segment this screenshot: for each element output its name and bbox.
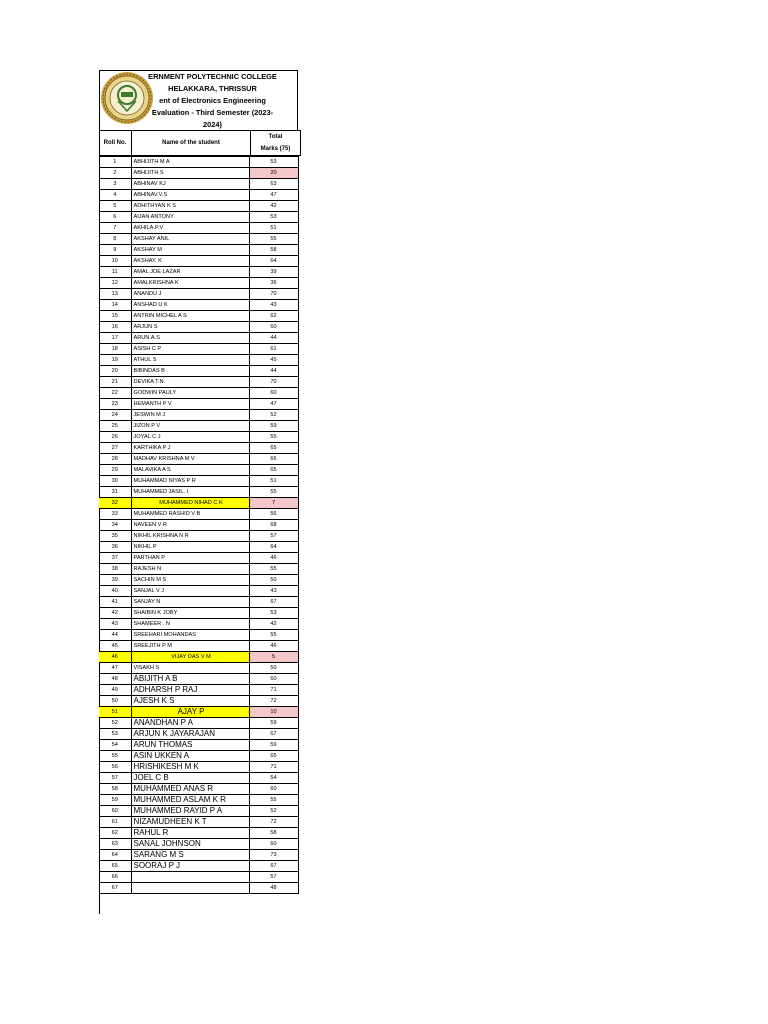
name-cell: AKHILA.P.V — [131, 223, 249, 234]
header-line-5: 2024) — [203, 120, 222, 129]
roll-cell: 63 — [99, 839, 131, 850]
marks-cell: 55 — [249, 795, 298, 806]
table-row — [99, 245, 298, 256]
roll-cell: 13 — [99, 289, 131, 300]
table-row — [99, 597, 298, 608]
name-cell: AIJAN ANTONY — [131, 212, 249, 223]
name-cell: ASIN UKKEN A — [131, 751, 249, 762]
marks-table — [99, 156, 299, 894]
roll-cell: 10 — [99, 256, 131, 267]
marks-cell: 66 — [249, 454, 298, 465]
marks-cell: 46 — [249, 553, 298, 564]
table-row — [99, 179, 298, 190]
roll-cell: 27 — [99, 443, 131, 454]
table-row — [99, 773, 298, 784]
marks-cell: 59 — [249, 421, 298, 432]
table-row — [99, 740, 298, 751]
roll-cell: 3 — [99, 179, 131, 190]
table-row — [99, 751, 298, 762]
roll-cell: 6 — [99, 212, 131, 223]
name-cell: MUHAMMED JASIL. I — [131, 487, 249, 498]
marks-cell: 55 — [249, 564, 298, 575]
marks-cell: 50 — [249, 663, 298, 674]
sheet-header — [99, 70, 298, 130]
table-row — [99, 784, 298, 795]
table-row — [99, 201, 298, 212]
marks-cell: 60 — [249, 322, 298, 333]
name-cell: ARJUN K JAYARAJAN — [131, 729, 249, 740]
name-cell: VISAKH S — [131, 663, 249, 674]
table-row — [99, 564, 298, 575]
name-cell: MUHAMMAD NIYAS P R — [131, 476, 249, 487]
name-cell — [131, 883, 249, 894]
marks-cell: 70 — [249, 377, 298, 388]
roll-cell: 42 — [99, 608, 131, 619]
roll-cell: 22 — [99, 388, 131, 399]
name-cell: ANTRIN MICHEL A S — [131, 311, 249, 322]
marks-cell: 54 — [249, 773, 298, 784]
name-cell: SHAMEER . N — [131, 619, 249, 630]
table-row — [99, 586, 298, 597]
name-cell: ANSHAD U K — [131, 300, 249, 311]
marks-cell: 58 — [249, 245, 298, 256]
roll-cell: 37 — [99, 553, 131, 564]
name-cell: SACHIN M S — [131, 575, 249, 586]
marksheet — [99, 70, 298, 894]
marks-cell: 62 — [249, 311, 298, 322]
marks-cell: 67 — [249, 597, 298, 608]
marks-cell: 57 — [249, 531, 298, 542]
roll-cell: 25 — [99, 421, 131, 432]
marks-cell: 52 — [249, 410, 298, 421]
marks-cell: 36 — [249, 278, 298, 289]
roll-cell: 39 — [99, 575, 131, 586]
roll-cell: 67 — [99, 883, 131, 894]
marks-cell: 42 — [249, 619, 298, 630]
roll-cell: 1 — [99, 157, 131, 168]
name-cell: SOORAJ P J — [131, 861, 249, 872]
header-line-3: ent of Electronics Engineering — [159, 96, 266, 105]
roll-cell: 56 — [99, 762, 131, 773]
roll-cell: 64 — [99, 850, 131, 861]
marks-cell: 60 — [249, 674, 298, 685]
marks-cell: 67 — [249, 861, 298, 872]
table-row — [99, 333, 298, 344]
name-cell: AMALKRISHNA K — [131, 278, 249, 289]
name-cell: NIKHIL KRISHNA N R — [131, 531, 249, 542]
name-cell: NIKHIL P — [131, 542, 249, 553]
name-cell: SANJAL V J — [131, 586, 249, 597]
name-cell: JOEL C B — [131, 773, 249, 784]
marks-cell: 72 — [249, 817, 298, 828]
table-row — [99, 157, 298, 168]
marks-cell: 51 — [249, 223, 298, 234]
name-cell: MUHAMMED ANAS R — [131, 784, 249, 795]
table-row — [99, 168, 298, 179]
table-row — [99, 432, 298, 443]
roll-column-header: Roll No. — [99, 131, 132, 156]
name-cell: AKSHAY. K — [131, 256, 249, 267]
roll-cell: 20 — [99, 366, 131, 377]
roll-cell: 28 — [99, 454, 131, 465]
marks-cell: 53 — [249, 157, 298, 168]
table-row — [99, 729, 298, 740]
column-header — [99, 130, 301, 156]
marks-cell: 64 — [249, 256, 298, 267]
marks-cell: 55 — [249, 487, 298, 498]
marks-cell: 57 — [249, 872, 298, 883]
name-cell: VIJAY DAS V M — [131, 652, 249, 663]
roll-cell: 7 — [99, 223, 131, 234]
roll-cell: 5 — [99, 201, 131, 212]
table-row — [99, 795, 298, 806]
marks-column-header — [251, 131, 301, 156]
name-cell: AMAL JOE LAZAR — [131, 267, 249, 278]
roll-cell: 33 — [99, 509, 131, 520]
marks-cell: 53 — [249, 608, 298, 619]
table-row — [99, 619, 298, 630]
roll-cell: 41 — [99, 597, 131, 608]
marks-cell: 43 — [249, 300, 298, 311]
name-cell: NAVEEN V R — [131, 520, 249, 531]
roll-cell: 32 — [99, 498, 131, 509]
name-cell: RAJESH N — [131, 564, 249, 575]
name-cell: SANJAY N — [131, 597, 249, 608]
marks-cell: 65 — [249, 465, 298, 476]
table-row — [99, 289, 298, 300]
name-cell: PARTHAN P — [131, 553, 249, 564]
marks-cell: 48 — [249, 883, 298, 894]
roll-cell: 47 — [99, 663, 131, 674]
table-row — [99, 652, 298, 663]
name-cell: RAHUL R — [131, 828, 249, 839]
table-row — [99, 839, 298, 850]
roll-cell: 54 — [99, 740, 131, 751]
marks-cell: 43 — [249, 586, 298, 597]
roll-cell: 21 — [99, 377, 131, 388]
roll-cell: 48 — [99, 674, 131, 685]
marks-cell: 51 — [249, 476, 298, 487]
roll-cell: 55 — [99, 751, 131, 762]
marks-cell: 65 — [249, 751, 298, 762]
marks-cell: 55 — [249, 234, 298, 245]
table-row — [99, 234, 298, 245]
roll-cell: 44 — [99, 630, 131, 641]
name-cell: ARUN THOMAS — [131, 740, 249, 751]
table-row — [99, 454, 298, 465]
name-cell: ASISH C P — [131, 344, 249, 355]
roll-cell: 62 — [99, 828, 131, 839]
marks-cell: 50 — [249, 575, 298, 586]
table-row — [99, 509, 298, 520]
marks-cell: 59 — [249, 740, 298, 751]
roll-cell: 53 — [99, 729, 131, 740]
name-cell: ABHIJITH M A — [131, 157, 249, 168]
roll-cell: 2 — [99, 168, 131, 179]
table-row — [99, 718, 298, 729]
roll-cell: 34 — [99, 520, 131, 531]
roll-cell: 50 — [99, 696, 131, 707]
name-cell: JIZON P V — [131, 421, 249, 432]
table-row — [99, 674, 298, 685]
roll-cell: 40 — [99, 586, 131, 597]
roll-cell: 14 — [99, 300, 131, 311]
name-cell: HRISHIKESH M K — [131, 762, 249, 773]
table-row — [99, 696, 298, 707]
roll-cell: 65 — [99, 861, 131, 872]
marks-cell: 61 — [249, 344, 298, 355]
roll-cell: 36 — [99, 542, 131, 553]
roll-cell: 31 — [99, 487, 131, 498]
table-row — [99, 366, 298, 377]
marks-cell: 53 — [249, 212, 298, 223]
table-row — [99, 278, 298, 289]
name-cell: MUHAMMED ASLAM K R — [131, 795, 249, 806]
roll-cell: 45 — [99, 641, 131, 652]
table-row — [99, 498, 298, 509]
table-row — [99, 344, 298, 355]
marks-cell: 60 — [249, 839, 298, 850]
name-cell: DEVIKA T.N. — [131, 377, 249, 388]
table-row — [99, 476, 298, 487]
roll-cell: 24 — [99, 410, 131, 421]
name-cell: SANAL JOHNSON — [131, 839, 249, 850]
name-cell: ABHIJITH S — [131, 168, 249, 179]
name-cell: ABHINAV KJ — [131, 179, 249, 190]
roll-cell: 51 — [99, 707, 131, 718]
name-cell: BIBINDAS B — [131, 366, 249, 377]
table-row — [99, 311, 298, 322]
name-cell: MUHAMMED RAYID P A — [131, 806, 249, 817]
table-row — [99, 223, 298, 234]
marks-cell: 39 — [249, 267, 298, 278]
roll-cell: 18 — [99, 344, 131, 355]
name-cell: SHAIBIN K JOBY — [131, 608, 249, 619]
name-column-header: Name of the student — [132, 131, 251, 156]
name-cell: JOYAL C J — [131, 432, 249, 443]
marks-cell: 52 — [249, 806, 298, 817]
header-line-2: HELAKKARA, THRISSUR — [168, 84, 257, 93]
name-cell: ANANDHAN P A — [131, 718, 249, 729]
name-cell: ARJUN S — [131, 322, 249, 333]
marks-cell: 64 — [249, 542, 298, 553]
roll-cell: 66 — [99, 872, 131, 883]
table-row — [99, 377, 298, 388]
name-cell: SREEJITH P M — [131, 641, 249, 652]
name-cell: ADHITHYAN K S — [131, 201, 249, 212]
name-cell: ADHARSH P RAJ — [131, 685, 249, 696]
marks-cell: 44 — [249, 366, 298, 377]
table-row — [99, 707, 298, 718]
marks-header-line-1: Total — [268, 134, 283, 140]
marks-cell: 72 — [249, 696, 298, 707]
table-row — [99, 531, 298, 542]
table-row — [99, 861, 298, 872]
roll-cell: 23 — [99, 399, 131, 410]
table-row — [99, 828, 298, 839]
name-cell: SARANG M S — [131, 850, 249, 861]
table-row — [99, 553, 298, 564]
marks-cell: 42 — [249, 201, 298, 212]
roll-cell: 52 — [99, 718, 131, 729]
name-cell: MADHAV KRISHNA M V — [131, 454, 249, 465]
table-row — [99, 355, 298, 366]
marks-cell: 58 — [249, 828, 298, 839]
table-row — [99, 300, 298, 311]
table-row — [99, 872, 298, 883]
marks-cell: 55 — [249, 432, 298, 443]
name-cell: NIZAMUDHEEN K T — [131, 817, 249, 828]
marks-cell: 46 — [249, 641, 298, 652]
roll-cell: 30 — [99, 476, 131, 487]
marks-cell: 73 — [249, 850, 298, 861]
name-cell: HEMANTH P V — [131, 399, 249, 410]
table-row — [99, 575, 298, 586]
name-cell: AJAY P — [131, 707, 249, 718]
table-row — [99, 322, 298, 333]
roll-cell: 11 — [99, 267, 131, 278]
name-cell: MUHAMMED NIHAD C K — [131, 498, 249, 509]
table-row — [99, 663, 298, 674]
marks-cell: 7 — [249, 498, 298, 509]
name-cell: GODWIN PAULY — [131, 388, 249, 399]
marks-cell: 67 — [249, 729, 298, 740]
table-row — [99, 641, 298, 652]
table-row — [99, 421, 298, 432]
name-cell: ANANDU J — [131, 289, 249, 300]
roll-cell: 38 — [99, 564, 131, 575]
name-cell: JESWIN M J — [131, 410, 249, 421]
table-row — [99, 608, 298, 619]
table-row — [99, 542, 298, 553]
marks-cell: 56 — [249, 509, 298, 520]
table-row — [99, 762, 298, 773]
marks-cell: 70 — [249, 289, 298, 300]
name-cell: AKSHAY ANIL — [131, 234, 249, 245]
roll-cell: 8 — [99, 234, 131, 245]
table-row — [99, 806, 298, 817]
roll-cell: 26 — [99, 432, 131, 443]
roll-cell: 61 — [99, 817, 131, 828]
table-row — [99, 256, 298, 267]
table-row — [99, 850, 298, 861]
marks-cell: 45 — [249, 355, 298, 366]
marks-cell: 10 — [249, 707, 298, 718]
table-row — [99, 465, 298, 476]
table-row — [99, 267, 298, 278]
header-line-1: ERNMENT POLYTECHNIC COLLEGE — [148, 72, 277, 81]
roll-cell: 12 — [99, 278, 131, 289]
roll-cell: 15 — [99, 311, 131, 322]
roll-cell: 60 — [99, 806, 131, 817]
name-cell: MUHAMMED RASHID V B — [131, 509, 249, 520]
table-row — [99, 520, 298, 531]
marks-cell: 68 — [249, 520, 298, 531]
roll-cell: 17 — [99, 333, 131, 344]
marks-cell: 60 — [249, 784, 298, 795]
header-line-4: Evaluation - Third Semester (2023- — [151, 108, 274, 117]
roll-cell: 9 — [99, 245, 131, 256]
name-cell: ABHINAV.V.S — [131, 190, 249, 201]
table-row — [99, 212, 298, 223]
marks-cell: 44 — [249, 333, 298, 344]
roll-cell: 19 — [99, 355, 131, 366]
table-row — [99, 487, 298, 498]
table-row — [99, 410, 298, 421]
marks-cell: 47 — [249, 190, 298, 201]
name-cell: ABIJITH A B — [131, 674, 249, 685]
roll-cell: 49 — [99, 685, 131, 696]
marks-cell: 20 — [249, 168, 298, 179]
name-cell — [131, 872, 249, 883]
name-cell: SREEHARI MOHANDAS — [131, 630, 249, 641]
table-row — [99, 685, 298, 696]
table-row — [99, 388, 298, 399]
marks-cell: 60 — [249, 388, 298, 399]
roll-cell: 29 — [99, 465, 131, 476]
table-row — [99, 190, 298, 201]
roll-cell: 58 — [99, 784, 131, 795]
name-cell: MALAVIKA A S — [131, 465, 249, 476]
marks-cell: 71 — [249, 762, 298, 773]
name-cell: AJESH K S — [131, 696, 249, 707]
roll-cell: 4 — [99, 190, 131, 201]
roll-cell: 59 — [99, 795, 131, 806]
roll-cell: 35 — [99, 531, 131, 542]
name-cell: KARTHIKA P J — [131, 443, 249, 454]
marks-header-line-2: Marks (75) — [260, 146, 291, 152]
roll-cell: 16 — [99, 322, 131, 333]
marks-cell: 55 — [249, 630, 298, 641]
table-row — [99, 399, 298, 410]
marks-cell: 71 — [249, 685, 298, 696]
roll-cell: 43 — [99, 619, 131, 630]
table-row — [99, 817, 298, 828]
roll-cell: 57 — [99, 773, 131, 784]
marks-cell: 5 — [249, 652, 298, 663]
name-cell: ATHUL S — [131, 355, 249, 366]
name-cell: ARUN.A.S — [131, 333, 249, 344]
marks-cell: 65 — [249, 443, 298, 454]
name-cell: AKSHAY M — [131, 245, 249, 256]
marks-cell: 59 — [249, 718, 298, 729]
marks-cell: 47 — [249, 399, 298, 410]
roll-cell: 46 — [99, 652, 131, 663]
table-row — [99, 883, 298, 894]
marks-cell: 63 — [249, 179, 298, 190]
table-row — [99, 630, 298, 641]
table-row — [99, 443, 298, 454]
